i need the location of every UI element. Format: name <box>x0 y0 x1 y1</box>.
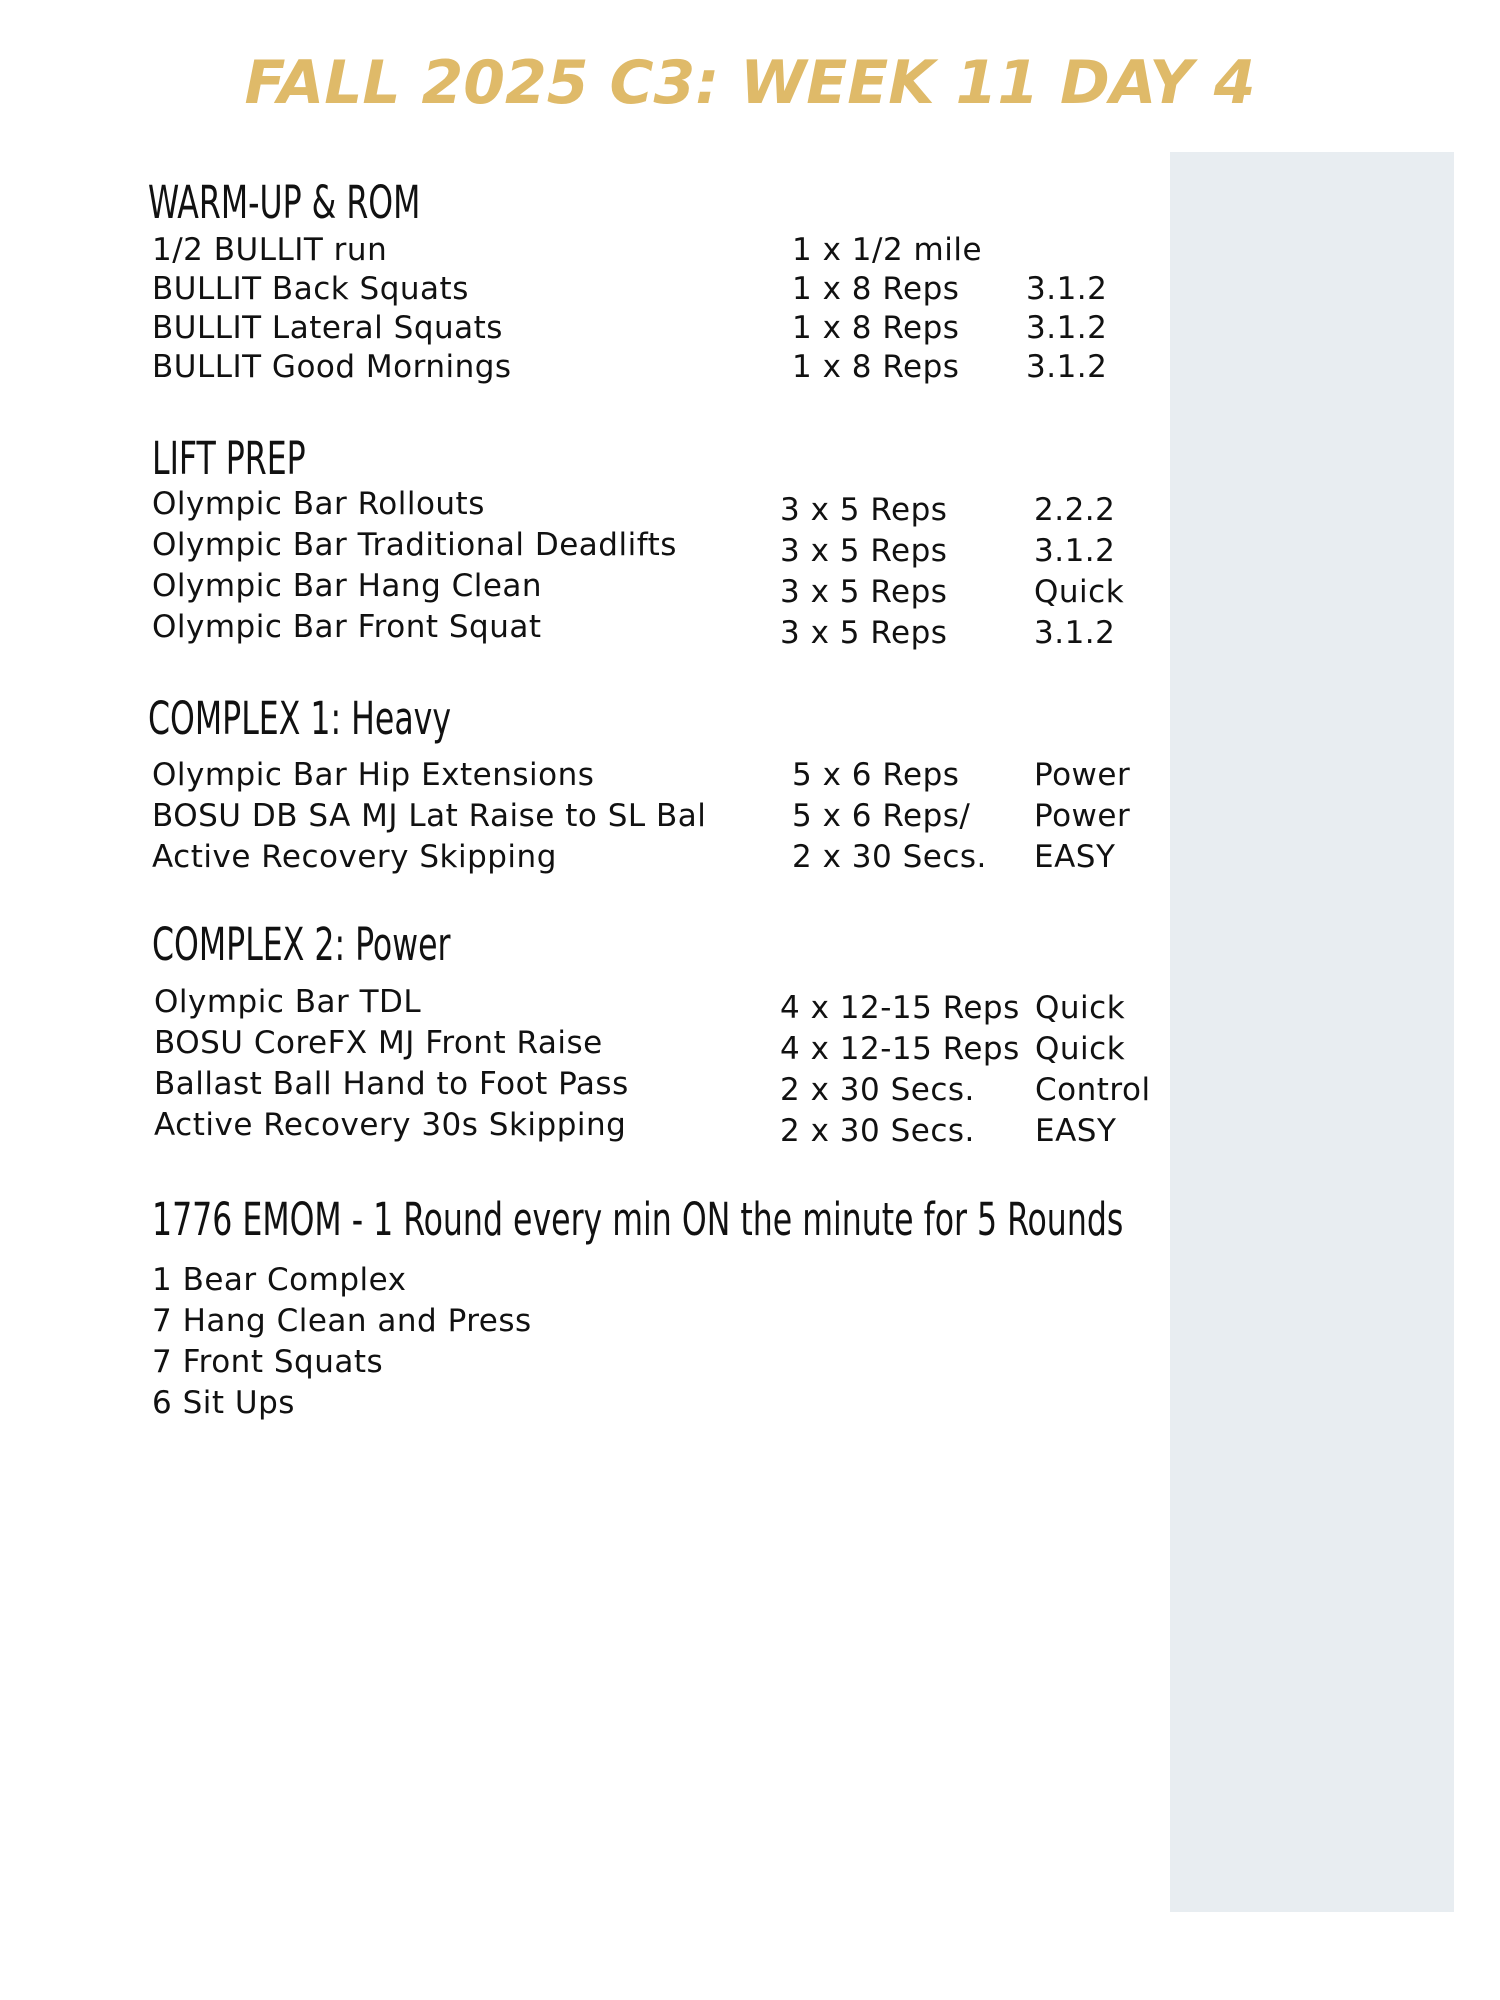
exercise-row <box>0 527 1500 567</box>
page-title: FALL 2025 C3: WEEK 11 DAY 4 <box>244 48 1256 118</box>
exercise-sets: 3 x 5 Reps <box>780 492 948 528</box>
exercise-sets: 4 x 12-15 Reps <box>780 1031 1020 1067</box>
section-heading-lift-prep: LIFT PREP <box>152 432 306 485</box>
exercise-row <box>0 757 1500 797</box>
exercise-row <box>0 232 1500 272</box>
exercise-name: Olympic Bar Rollouts <box>152 486 485 522</box>
exercise-tempo: 3.1.2 <box>1026 310 1108 346</box>
emom-item: 7 Hang Clean and Press <box>152 1303 532 1339</box>
exercise-tempo: EASY <box>1035 1113 1117 1149</box>
exercise-tempo: 3.1.2 <box>1034 615 1116 651</box>
exercise-tempo: 3.1.2 <box>1034 533 1116 569</box>
exercise-sets: 3 x 5 Reps <box>780 615 948 651</box>
exercise-row <box>0 984 1500 1024</box>
section-heading-complex-2: COMPLEX 2: Power <box>152 918 451 971</box>
section-heading-warmup: WARM-UP & ROM <box>148 176 421 229</box>
exercise-name: Olympic Bar Traditional Deadlifts <box>152 527 677 563</box>
exercise-name: Olympic Bar Hip Extensions <box>152 757 595 793</box>
exercise-name: BULLIT Good Mornings <box>152 349 512 385</box>
exercise-sets: 2 x 30 Secs. <box>780 1113 975 1149</box>
exercise-sets: 1 x 8 Reps <box>792 271 960 307</box>
exercise-tempo: Control <box>1035 1072 1151 1108</box>
exercise-sets: 1 x 8 Reps <box>792 310 960 346</box>
section-heading-complex-1: COMPLEX 1: Heavy <box>148 692 452 745</box>
exercise-row <box>0 486 1500 526</box>
exercise-row <box>0 271 1500 311</box>
exercise-row <box>0 1107 1500 1147</box>
exercise-sets: 1 x 8 Reps <box>792 349 960 385</box>
exercise-name: BOSU DB SA MJ Lat Raise to SL Bal <box>152 798 707 834</box>
section-heading-emom: 1776 EMOM - 1 Round every min ON the minute for 5 Rounds <box>152 1193 1124 1246</box>
exercise-name: Active Recovery 30s Skipping <box>154 1107 627 1143</box>
exercise-tempo: Quick <box>1035 990 1126 1026</box>
emom-item: 1 Bear Complex <box>152 1262 407 1298</box>
emom-item: 6 Sit Ups <box>152 1385 295 1421</box>
exercise-name: Active Recovery Skipping <box>152 839 557 875</box>
exercise-row <box>0 1025 1500 1065</box>
exercise-sets: 3 x 5 Reps <box>780 574 948 610</box>
exercise-name: Ballast Ball Hand to Foot Pass <box>154 1066 629 1102</box>
exercise-name: 1/2 BULLIT run <box>152 232 388 268</box>
exercise-tempo: Quick <box>1035 1031 1126 1067</box>
exercise-sets: 5 x 6 Reps/ <box>792 798 971 834</box>
exercise-sets: 2 x 30 Secs. <box>792 839 987 875</box>
exercise-row <box>0 1066 1500 1106</box>
exercise-row <box>0 349 1500 389</box>
exercise-name: Olympic Bar TDL <box>154 984 422 1020</box>
exercise-tempo: 2.2.2 <box>1034 492 1116 528</box>
exercise-name: Olympic Bar Hang Clean <box>152 568 543 604</box>
exercise-tempo: Power <box>1034 757 1131 793</box>
exercise-row <box>0 839 1500 879</box>
exercise-sets: 3 x 5 Reps <box>780 533 948 569</box>
exercise-sets: 1 x 1/2 mile <box>792 232 983 268</box>
exercise-sets: 2 x 30 Secs. <box>780 1072 975 1108</box>
exercise-name: BULLIT Back Squats <box>152 271 469 307</box>
exercise-name: BULLIT Lateral Squats <box>152 310 503 346</box>
exercise-tempo: Power <box>1034 798 1131 834</box>
exercise-row <box>0 798 1500 838</box>
exercise-sets: 4 x 12-15 Reps <box>780 990 1020 1026</box>
exercise-row <box>0 310 1500 350</box>
exercise-name: Olympic Bar Front Squat <box>152 609 542 645</box>
exercise-row <box>0 568 1500 608</box>
exercise-tempo: 3.1.2 <box>1026 349 1108 385</box>
exercise-tempo: EASY <box>1034 839 1116 875</box>
exercise-tempo: 3.1.2 <box>1026 271 1108 307</box>
exercise-tempo: Quick <box>1034 574 1125 610</box>
exercise-sets: 5 x 6 Reps <box>792 757 960 793</box>
exercise-name: BOSU CoreFX MJ Front Raise <box>154 1025 603 1061</box>
exercise-row <box>0 609 1500 649</box>
emom-item: 7 Front Squats <box>152 1344 384 1380</box>
